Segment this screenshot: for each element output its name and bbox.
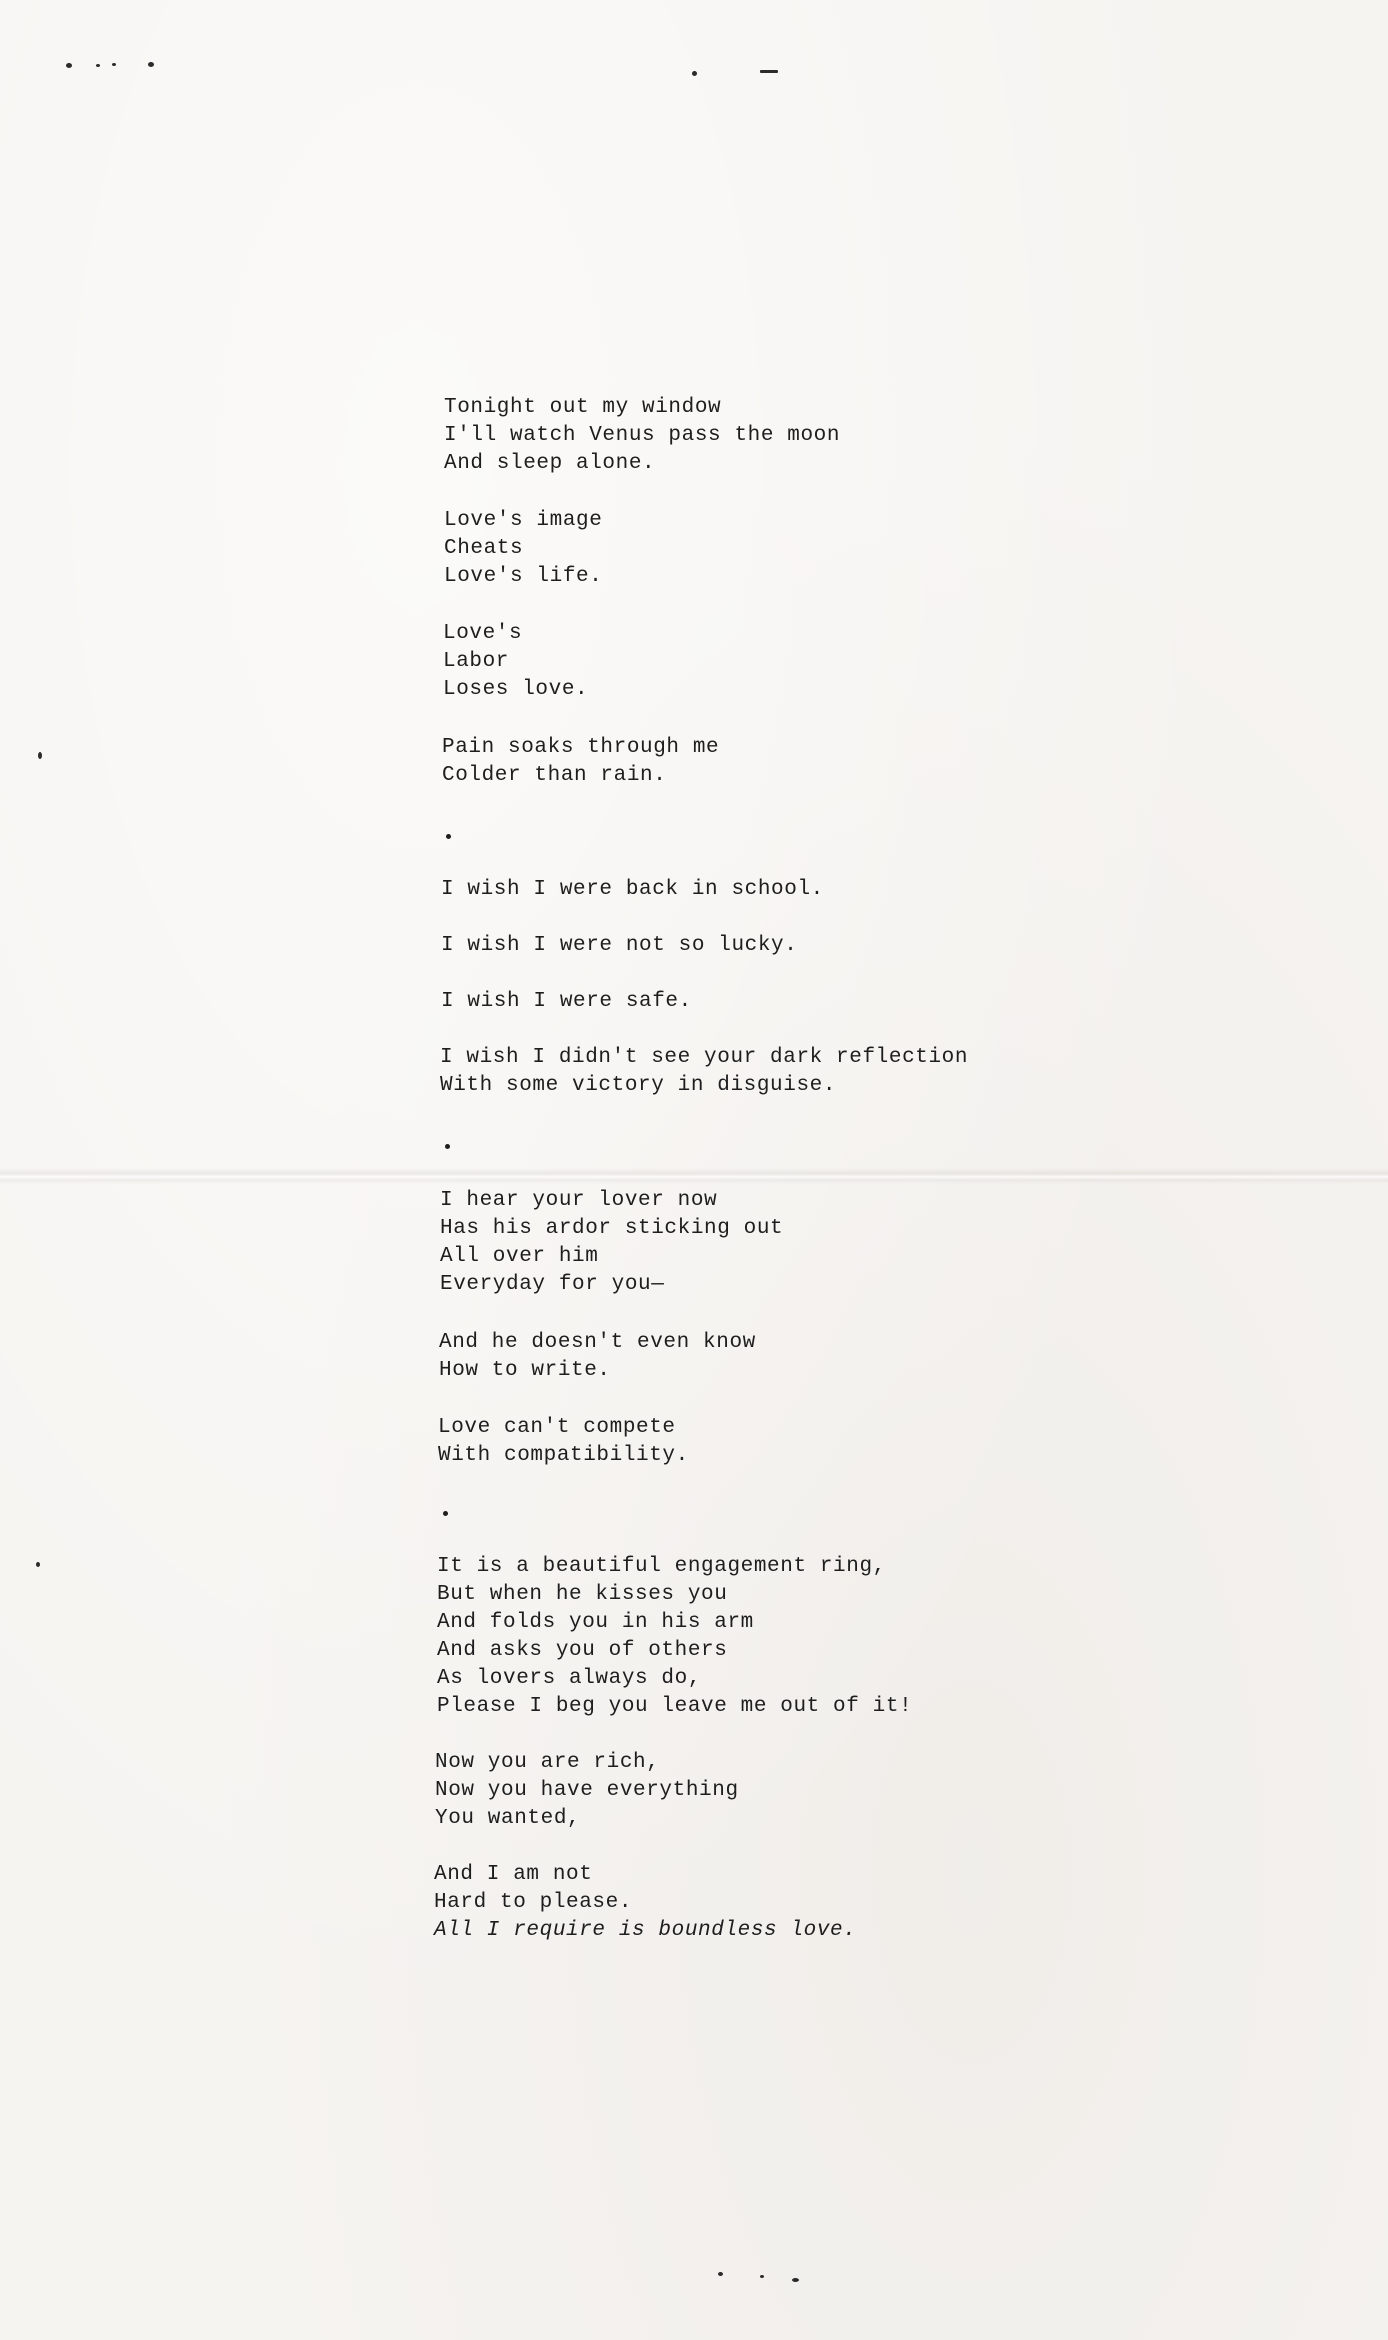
poem-line: Love's life. xyxy=(444,565,603,588)
poem-line: And sleep alone. xyxy=(444,452,656,475)
poem-line: I wish I were back in school. xyxy=(441,878,824,901)
poem-line: I'll watch Venus pass the moon xyxy=(444,424,841,447)
poem-line: Has his ardor sticking out xyxy=(440,1217,784,1240)
poem-line: Love can't compete xyxy=(438,1416,676,1439)
section-separator-dot xyxy=(445,1144,450,1149)
poem-line: And asks you of others xyxy=(437,1639,728,1662)
poem-line: Labor xyxy=(443,650,510,673)
poem-line: Please I beg you leave me out of it! xyxy=(437,1695,913,1718)
section-separator-dot xyxy=(446,834,451,839)
poem-line: As lovers always do, xyxy=(437,1667,702,1690)
poem-line: How to write. xyxy=(439,1359,611,1382)
poem-line: And he doesn't even know xyxy=(439,1331,756,1354)
poem-line: Love's xyxy=(443,622,523,645)
poem-line: With compatibility. xyxy=(438,1444,689,1467)
poem-line: You wanted, xyxy=(435,1807,581,1830)
poem-line: With some victory in disguise. xyxy=(440,1074,837,1097)
poem-line: All over him xyxy=(440,1245,599,1268)
poem-line: Hard to please. xyxy=(434,1891,633,1914)
poem-line: Now you have everything xyxy=(435,1779,739,1802)
poem-line: And folds you in his arm xyxy=(437,1611,754,1634)
poem-line: Everyday for you— xyxy=(440,1273,665,1296)
poem-line: Loses love. xyxy=(443,678,589,701)
poem-line: Love's image xyxy=(444,509,603,532)
poem-line-italic: All I require is boundless love. xyxy=(434,1919,857,1942)
poem-line: I wish I didn't see your dark reflection xyxy=(440,1046,969,1069)
poem-line: I wish I were safe. xyxy=(441,990,692,1013)
poem-line: Now you are rich, xyxy=(435,1751,660,1774)
poem-line: Cheats xyxy=(444,537,524,560)
poem-line: And I am not xyxy=(434,1863,593,1886)
poem-line: But when he kisses you xyxy=(437,1583,728,1606)
poem-line: Pain soaks through me xyxy=(442,736,720,759)
poem-line: It is a beautiful engagement ring, xyxy=(437,1555,886,1578)
section-separator-dot xyxy=(443,1511,448,1516)
poem-line: I hear your lover now xyxy=(440,1189,718,1212)
poem-line: I wish I were not so lucky. xyxy=(441,934,798,957)
poem-line: Tonight out my window xyxy=(444,396,722,419)
poem-line: Colder than rain. xyxy=(442,764,667,787)
